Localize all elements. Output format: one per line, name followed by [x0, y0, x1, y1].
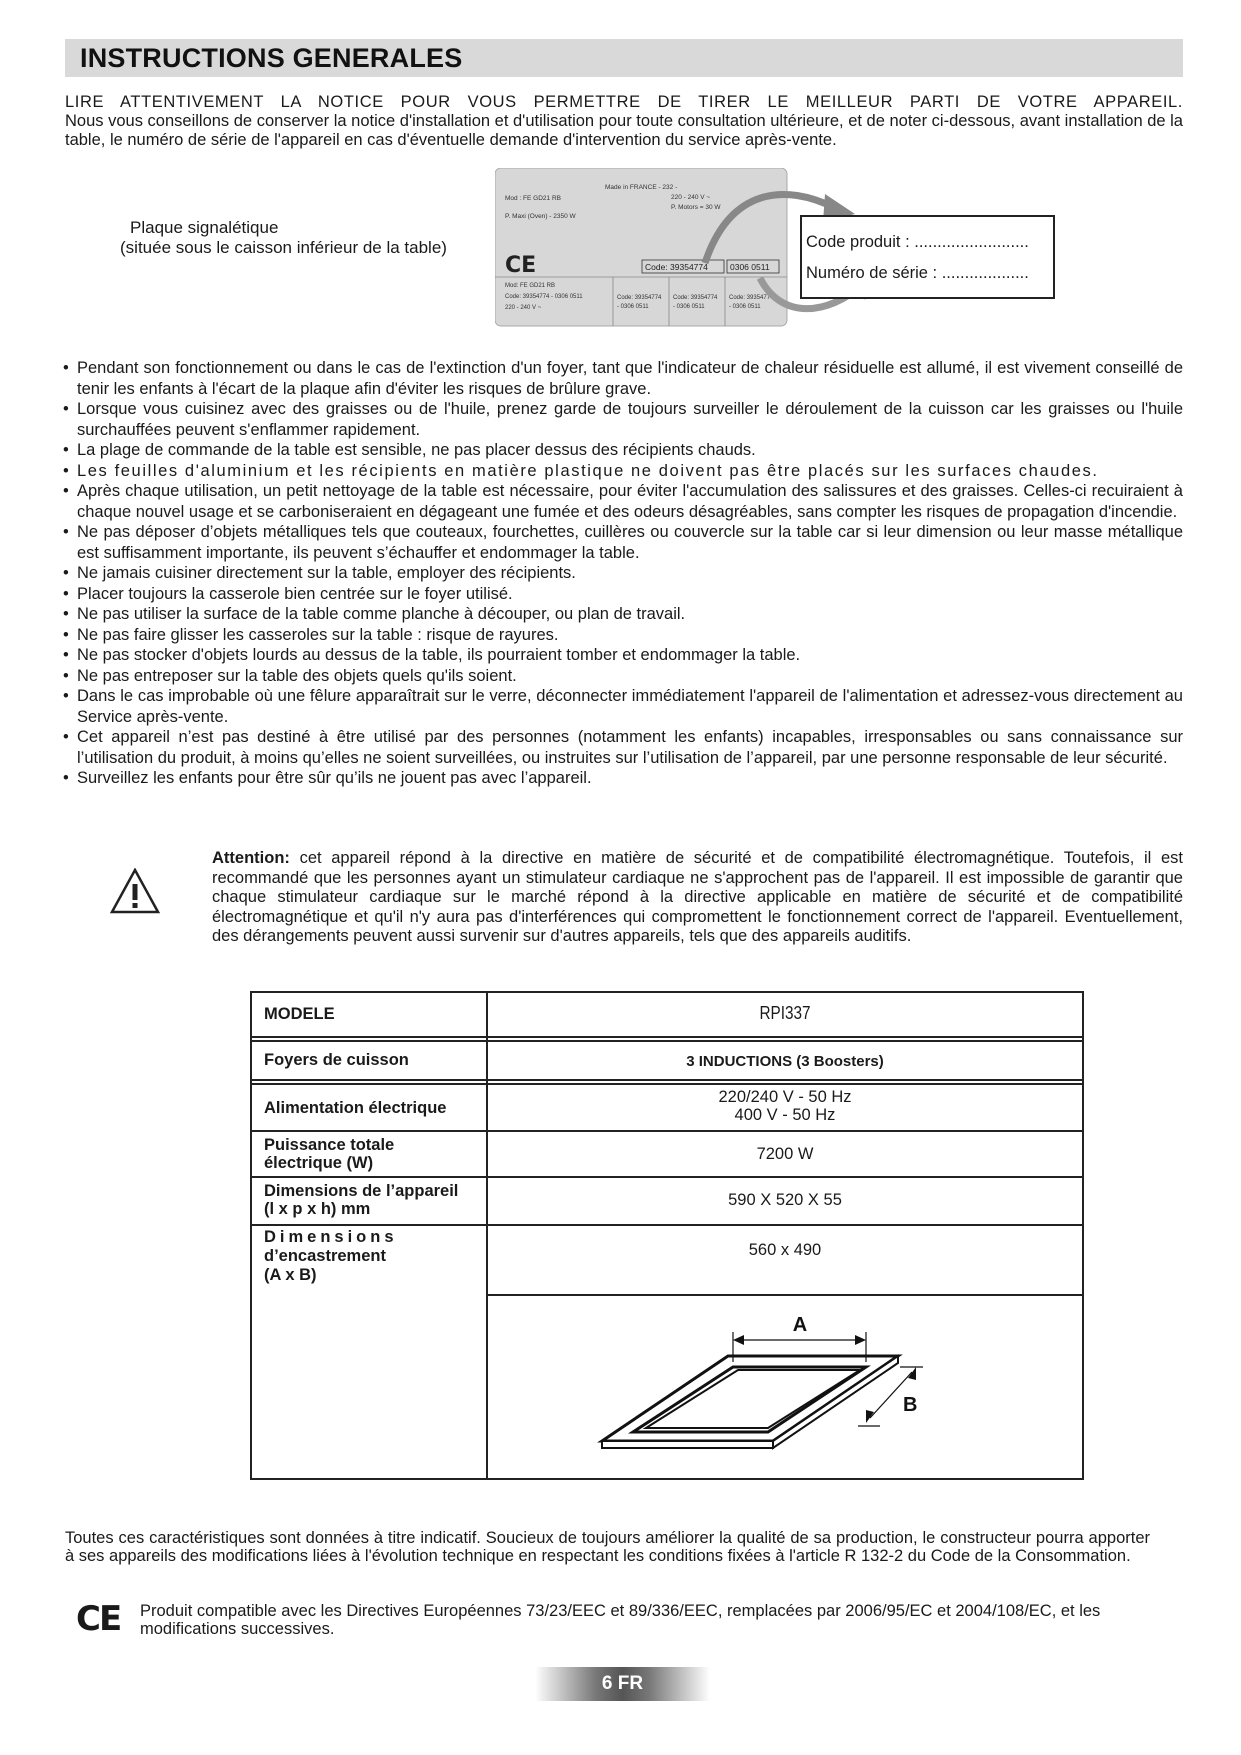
warning-triangle-icon: [110, 868, 160, 919]
plate-stub-serial-3: - 0306 0511: [729, 304, 761, 310]
rating-plate-illustration: [495, 168, 1075, 328]
dimensions-value: 590 X 520 X 55: [728, 1191, 842, 1209]
plate-motors: P. Motors = 30 W: [671, 204, 721, 211]
plate-pmaxi: P. Maxi (Oven) - 2350 W: [505, 213, 576, 220]
list-item: • Les feuilles d'aluminium et les récipients en matière plastique ne doivent pas être placés sur les surfaces chaudes.: [63, 461, 1183, 482]
disclaimer-paragraph: Toutes ces caractéristiques sont données à titre indicatif. Soucieux de toujours améliorer la qualité de sa production, le constructeur pourra apporter à ses appareils des modifications liées à l'évolution technique en respectant les conditions fixées à l'article R 132-2 du Code de la Consommation.: [65, 1529, 1150, 1565]
list-item: • Ne pas stocker d'objets lourds au dessus de la table, ils pourraient tomber et endommager la table.: [63, 645, 1183, 666]
ce-compliance-note: Produit compatible avec les Directives Européennes 73/23/EEC et 89/336/EEC, remplacées par 2006/95/EC et 2004/108/EC, et les modifications successives.: [140, 1602, 1101, 1638]
encastrement-value: 560 x 490: [748, 1241, 822, 1259]
list-item: • La plage de commande de la table est sensible, ne pas placer dessus des récipients chauds.: [63, 440, 1183, 461]
puissance-value: 7200 W: [756, 1145, 814, 1163]
list-item: • Ne pas utiliser la surface de la table comme planche à découper, ou plan de travail.: [63, 604, 1183, 625]
list-item: • Cet appareil n’est pas destiné à être utilisé par des personnes (notamment les enfants) incapables, irresponsables ou sans connaissance sur l’utilisation du produit, à moins qu’elles ne soient surveillées, ou instruites sur l’utilisation de l’appareil, par une personne responsable de leur sécurité.: [63, 727, 1183, 768]
a-arrow-left-icon: [733, 1335, 744, 1345]
plate-stub-code-3: Code: 39354774: [729, 295, 774, 301]
attention-label: Attention:: [212, 849, 290, 867]
dimensions-label-2: (l x p x h) mm: [264, 1200, 371, 1218]
modele-value: RPI337: [759, 1003, 811, 1023]
page-number: 6 FR: [601, 1673, 644, 1694]
foyers-value: 3 INDUCTIONS (3 Boosters): [686, 1053, 884, 1070]
plate-stub-serial-2: - 0306 0511: [673, 304, 705, 310]
plate-caption: [120, 218, 500, 258]
plate-serial: 0306 0511: [730, 262, 770, 272]
table-row: [252, 993, 1082, 1036]
table-row: [252, 1132, 1082, 1176]
alimentation-label: Alimentation électrique: [264, 1099, 447, 1117]
list-item: • Ne pas faire glisser les casseroles sur la table : risque de rayures.: [63, 625, 1183, 646]
numero-serie-field: Numéro de série : ...................: [806, 264, 1029, 282]
list-item: • Ne pas entreposer sur la table des objets quels qu'ils soient.: [63, 666, 1183, 687]
plate-caption-location: (située sous le caisson inférieur de la table): [120, 238, 447, 257]
attention-paragraph: [212, 849, 1183, 947]
page-number-badge: [535, 1667, 710, 1701]
intro-paragraph: [65, 93, 1183, 150]
puissance-label-2: électrique (W): [264, 1154, 374, 1172]
diagram-label-b: B: [903, 1394, 918, 1416]
intro-caps: LIRE ATTENTIVEMENT LA NOTICE POUR VOUS PERMETTRE DE TIRER LE MEILLEUR PARTI DE VOTRE APPAREIL.: [65, 93, 1183, 111]
b-arrow-top-icon: [908, 1367, 916, 1380]
safety-bullet-list: [63, 358, 1183, 789]
table-row: [252, 1042, 1082, 1079]
attention-text: cet appareil répond à la directive en matière de sécurité et de compatibilité électromagnétique. Toutefois, il est recommandé que les personnes ayant un stimulateur cardiaque ne s'approchent pas de l'appareil. Il est impossible de garantir que chaque stimulateur cardiaque sur le marché répond à la directive applicable en matière de sécurité et de compatibilité électromagnétique et qu'il n'y aura pas d'interférences qui compromettent le fonctionnement correct de l'appareil. Eventuellement, des dérangements peuvent aussi survenir sur d'autres appareils, tels que des appareils auditifs.: [212, 849, 1183, 945]
list-item: • Lorsque vous cuisinez avec des graisses ou de l'huile, prenez garde de toujours surveiller le déroulement de la cuisson car les graisses ou l'huile surchauffées peuvent s'enflammer rapidement.: [63, 399, 1183, 440]
code-produit-field: Code produit : .........................: [806, 233, 1029, 251]
plate-voltage: 220 - 240 V ~: [671, 194, 711, 201]
plate-made-in: Made in FRANCE - 232 -: [605, 184, 678, 191]
puissance-label-1: Puissance totale: [264, 1136, 395, 1154]
table-row: [252, 1085, 1082, 1129]
plate-code: Code: 39354774: [645, 262, 708, 272]
plate-stub-code-2: Code: 39354774: [673, 295, 718, 301]
plate-mod: Mod : FE GD21 RB: [505, 195, 561, 202]
title-bar: [65, 39, 1183, 77]
serial-record-box: [800, 215, 1055, 299]
list-item: • Après chaque utilisation, un petit nettoyage de la table est nécessaire, pour éviter l'accumulation des salissures et des graisses. Celles-ci recuiraient à chaque nouvel usage et se carboniseraient en dégageant une fumée et des odeurs désagréables, sans compter les risques de propagation d'incendie.: [63, 481, 1183, 522]
encastrement-label-2: d’encastrement: [264, 1247, 386, 1265]
alimentation-value-1: 220/240 V - 50 Hz: [718, 1088, 852, 1106]
intro-body: Nous vous conseillons de conserver la notice d'installation et d'utilisation pour toute consultation ultérieure, et de noter ci-dessous, avant installation de la table, le numéro de série de l'appareil en cas d'éventuelle demande d'intervention du service après-vente.: [65, 112, 1183, 149]
plate-caption-title: Plaque signalétique: [130, 218, 279, 237]
modele-label: MODELE: [264, 1005, 335, 1023]
plate-lower-voltage: 220 - 240 V ~: [505, 305, 542, 311]
a-arrow-right-icon: [855, 1335, 866, 1345]
page-title: INSTRUCTIONS GENERALES: [80, 43, 463, 73]
plate-stub-serial-1: - 0306 0511: [617, 304, 649, 310]
plate-lower-mod: Mod: FE GD21 RB: [505, 283, 556, 289]
table-row: [252, 1178, 1082, 1224]
plate-stub-code-1: Code: 39354774: [617, 295, 662, 301]
list-item: • Surveillez les enfants pour être sûr qu’ils ne jouent pas avec l’appareil.: [63, 768, 1183, 789]
list-item: • Dans le cas improbable où une fêlure apparaîtrait sur le verre, déconnecter immédiatement l'appareil de l'alimentation et adressez-vous directement au Service après-vente.: [63, 686, 1183, 727]
spec-table: [250, 991, 1084, 1480]
plate-lower-code: Code: 39354774 - 0306 0511: [505, 294, 583, 300]
alimentation-value-2: 400 V - 50 Hz: [734, 1106, 836, 1124]
list-item: • Placer toujours la casserole bien centrée sur le foyer utilisé.: [63, 584, 1183, 605]
list-item: • Pendant son fonctionnement ou dans le cas de l'extinction d'un foyer, tant que l'indicateur de chaleur résiduelle est allumé, il est vivement conseillé de tenir les enfants à l'écart de la plaque afin d'éviter les risques de brûlure grave.: [63, 358, 1183, 399]
encastrement-label-1: Dimensions: [264, 1228, 398, 1246]
list-item: • Ne pas déposer d’objets métalliques tels que couteaux, fourchettes, cuillères ou couvercle sur la table car si leur dimension ou leur masse métallique est suffisamment importante, ils peuvent s’échauffer et endommager la table.: [63, 522, 1183, 563]
b-arrow-bottom-icon: [866, 1410, 874, 1423]
encastrement-label-3: (A x B): [264, 1266, 317, 1284]
cutout-diagram: [488, 1296, 1084, 1478]
dimensions-label-1: Dimensions de l’appareil: [264, 1182, 459, 1200]
ce-mark-icon: CE: [76, 1599, 121, 1639]
plate-ce-mark: CE: [505, 253, 537, 278]
foyers-label: Foyers de cuisson: [264, 1051, 409, 1069]
diagram-label-a: A: [792, 1314, 808, 1336]
list-item: • Ne jamais cuisiner directement sur la table, employer des récipients.: [63, 563, 1183, 584]
